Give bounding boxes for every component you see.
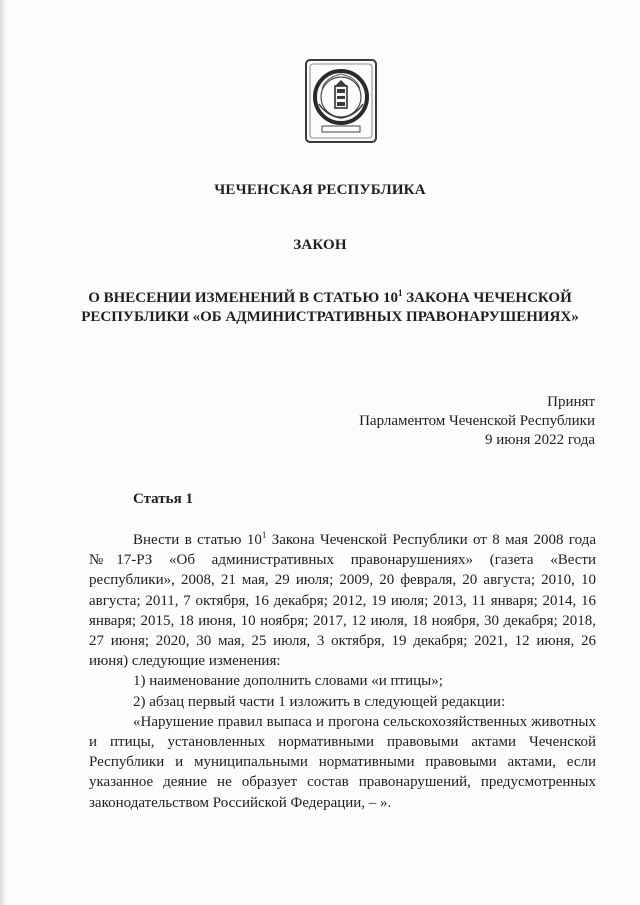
article-body [89, 530, 596, 813]
article-intro-paragraph [89, 530, 596, 671]
article-heading: Статья 1 [133, 491, 193, 507]
adopted-date: 9 июня 2022 года [484, 432, 595, 448]
coat-of-arms-emblem-icon [302, 56, 380, 146]
adoption-block [275, 393, 595, 450]
document-type-heading: ЗАКОН [293, 237, 347, 253]
republic-heading: ЧЕЧЕНСКАЯ РЕСПУБЛИКА [214, 182, 426, 198]
article-quote: «Нарушение правил выпаса и прогона сельскохозяйственных животных и птицы, установленных нормативными правовыми актами Чеченской Республики и муниципальными нормативными правовыми актами, если указанное деяние не образует состав правонарушений, предусмотренных законодательством Российской Федерации, – ». [89, 713, 596, 811]
intro-part1: Внести в статью 10 [133, 532, 262, 548]
page-edge-shadow [0, 0, 6, 905]
law-title-superscript: 1 [397, 288, 403, 298]
intro-superscript: 1 [261, 530, 267, 540]
law-title-part1: О ВНЕСЕНИИ ИЗМЕНЕНИЙ В СТАТЬЮ 10 [88, 290, 398, 306]
law-title [70, 289, 590, 327]
adopted-label: Принят [547, 394, 595, 410]
article-item-1: 1) наименование дополнить словами «и птицы»; [133, 673, 443, 690]
adopted-by: Парламентом Чеченской Республики [359, 413, 595, 429]
law-title-part2: ЗАКОНА ЧЕЧЕНСКОЙ РЕСПУБЛИКИ «ОБ АДМИНИСТРАТИВНЫХ ПРАВОНАРУШЕНИЯХ» [81, 290, 579, 325]
article-item-2: 2) абзац первый части 1 изложить в следующей редакции: [133, 693, 506, 710]
intro-part2: Закона Чеченской Республики от 8 мая 2008 года №17-РЗ «Об административных правонарушениях» (газета «Вести республики», 2008, 21 мая, 29 июля; 2009, 20 февраля, 20 августа; 2010, 10 августа; 2011, 7 октября, 16 декабря; 2012, 19 июля; 2013, 11 января; 2014, 16 января; 2015, 18 июня, 10 ноября; 2017, 12 июля, 18 ноября, 30 декабря; 2018, 27 июня; 2020, 30 мая, 25 июля, 3 октября, 19 декабря; 2021, 12 июня, 26 июня) следующие изменения: [89, 532, 596, 670]
